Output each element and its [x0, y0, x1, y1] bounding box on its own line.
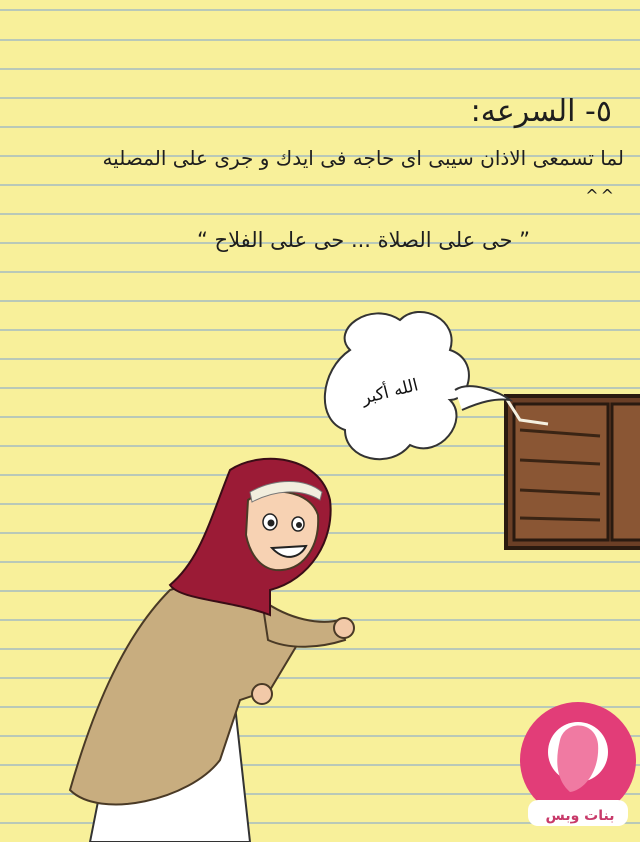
- speech-bubble-text: الله أكبر: [359, 375, 421, 409]
- tip-heading: ٥- السرعه:: [470, 94, 612, 129]
- logo-text: بنات وبس: [545, 808, 615, 824]
- adhan-quote: ” حى على الصلاة ... حى على الفلاح “: [196, 228, 530, 252]
- tip-smiley: ^^: [585, 186, 616, 205]
- tip-text: لما تسمعى الاذان سيبى اى حاجه فى ايدك و جرى على المصليه: [102, 146, 624, 170]
- wooden-box: [506, 396, 640, 548]
- girl-figure: [70, 459, 354, 842]
